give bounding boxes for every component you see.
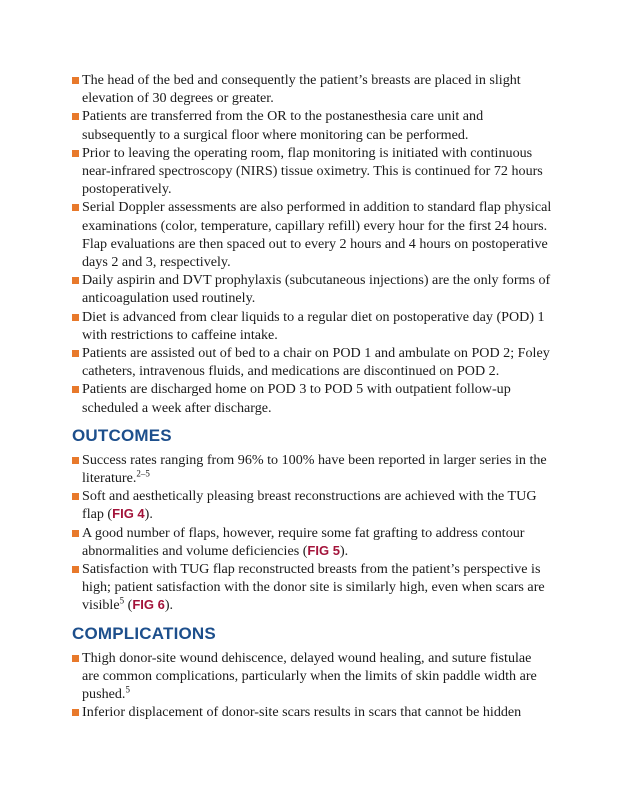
list-item: The head of the bed and consequently the patient’s breasts are placed in slight elevation of 30 degrees or greater. <box>72 71 552 107</box>
list-item: A good number of flaps, however, require some fat grafting to address contour abnormalities and volume deficiencies (FIG 5). <box>72 524 552 560</box>
square-bullet-icon <box>72 655 79 662</box>
square-bullet-icon <box>72 457 79 464</box>
square-bullet-icon <box>72 314 79 321</box>
citation-superscript: 2–5 <box>136 468 150 479</box>
square-bullet-icon <box>72 386 79 393</box>
citation-superscript: 5 <box>119 595 125 606</box>
square-bullet-icon <box>72 530 79 537</box>
square-bullet-icon <box>72 77 79 84</box>
list-item: Satisfaction with TUG flap reconstructed breasts from the patient’s perspective is high; patient satisfaction with the donor site is similarly high, even when scars are visible$^5$ (FIG 6). <box>72 560 552 615</box>
list-item: Diet is advanced from clear liquids to a regular diet on postoperative day (POD) 1 with restrictions to caffeine intake. <box>72 308 552 344</box>
list-item: Daily aspirin and DVT prophylaxis (subcutaneous injections) are the only forms of anticoagulation used routinely. <box>72 271 552 307</box>
list-item: Patients are discharged home on POD 3 to POD 5 with outpatient follow-up scheduled a week after discharge. <box>72 380 552 416</box>
square-bullet-icon <box>72 277 79 284</box>
list-item: Soft and aesthetically pleasing breast reconstructions are achieved with the TUG flap (FIG 4). <box>72 487 552 523</box>
square-bullet-icon <box>72 113 79 120</box>
postop-care-list <box>72 71 552 417</box>
list-item: Inferior displacement of donor-site scars results in scars that cannot be hidden <box>72 703 552 721</box>
citation-superscript: 5 <box>125 684 130 695</box>
list-item: Success rates ranging from 96% to 100% have been reported in larger series in the literature.$^{2-5}$ <box>72 451 552 487</box>
square-bullet-icon <box>72 150 79 157</box>
list-item: Thigh donor-site wound dehiscence, delayed wound healing, and suture fistulae are common complications, particularly when the limits of skin paddle width are pushed.$^5$ <box>72 649 552 704</box>
complications-heading: COMPLICATIONS <box>72 623 216 643</box>
square-bullet-icon <box>72 493 79 500</box>
complications-list <box>72 649 552 722</box>
figure-reference-link[interactable]: FIG 6 <box>132 597 165 613</box>
square-bullet-icon <box>72 566 79 573</box>
list-item: Patients are transferred from the OR to the postanesthesia care unit and subsequently to a surgical floor where monitoring can be performed. <box>72 107 552 143</box>
page-content <box>72 71 552 722</box>
square-bullet-icon <box>72 709 79 716</box>
square-bullet-icon <box>72 204 79 211</box>
figure-reference-link[interactable]: FIG 4 <box>112 506 145 522</box>
list-item: Prior to leaving the operating room, flap monitoring is initiated with continuous near-infrared spectroscopy (NIRS) tissue oximetry. This is continued for 72 hours postoperatively. <box>72 144 552 199</box>
figure-reference-link[interactable]: FIG 5 <box>307 542 340 558</box>
outcomes-list <box>72 451 552 615</box>
list-item: Serial Doppler assessments are also performed in addition to standard flap physical examinations (color, temperature, capillary refill) every hour for the first 24 hours. Flap evaluations are then spaced out to every 2 hours and 4 hours on postoperative days 2 and 3, respectively. <box>72 198 552 271</box>
list-item: Patients are assisted out of bed to a chair on POD 1 and ambulate on POD 2; Foley catheters, intravenous fluids, and medications are discontinued on POD 2. <box>72 344 552 380</box>
outcomes-heading: OUTCOMES <box>72 425 172 445</box>
square-bullet-icon <box>72 350 79 357</box>
